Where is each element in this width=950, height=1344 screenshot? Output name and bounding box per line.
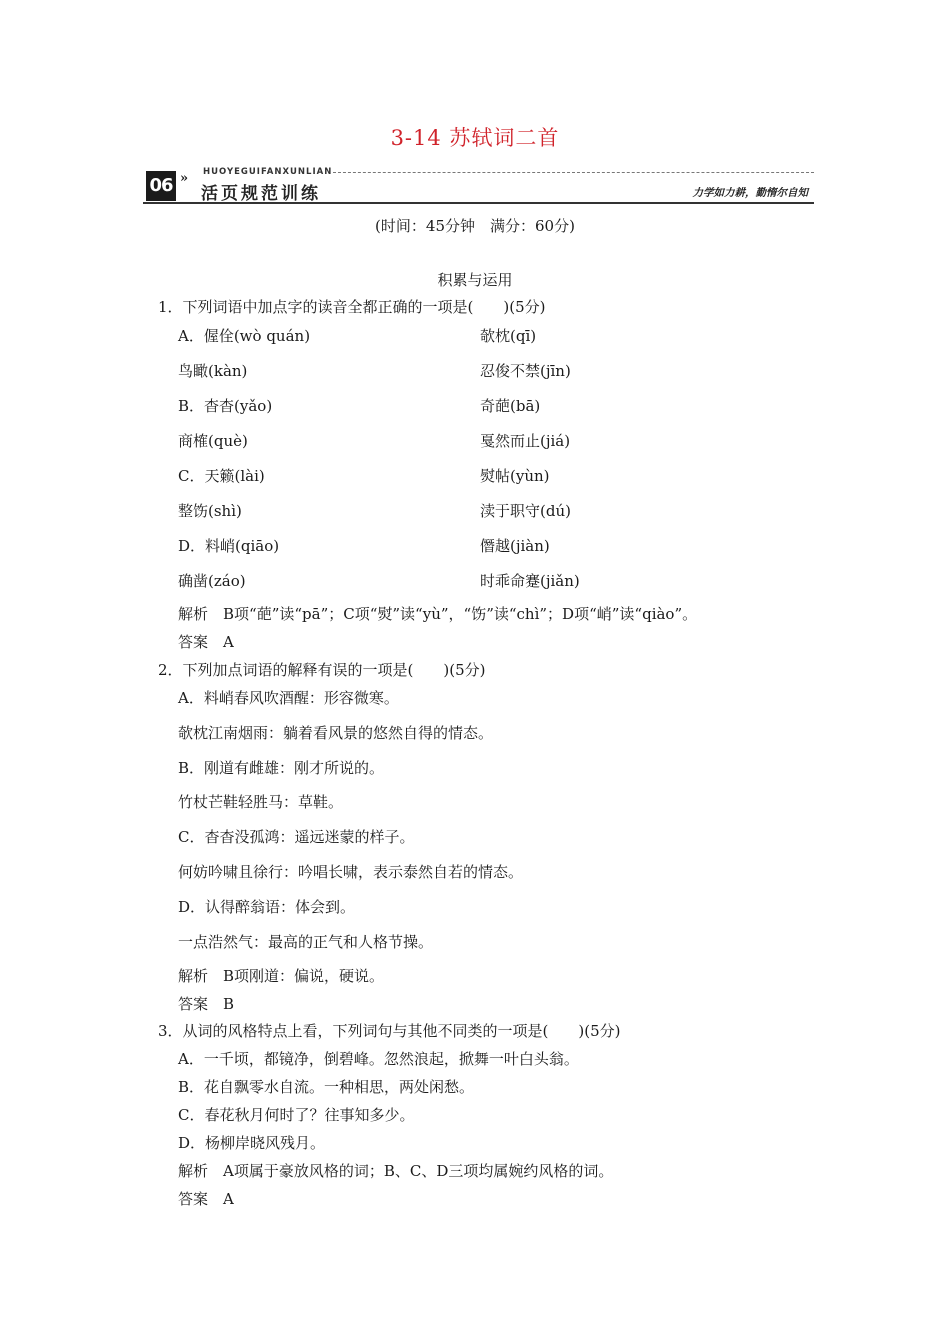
page-title: 3-14 苏轼词二首 bbox=[390, 126, 560, 150]
q2-answer: 答案 B bbox=[178, 995, 235, 1013]
q3-analysis: 解析 A项属于豪放风格的词；B、C、D三项均属婉约风格的词。 bbox=[178, 1162, 614, 1180]
q2-line-5: C．杳杳没孤鸿：遥远迷蒙的样子。 bbox=[178, 828, 415, 846]
q3-option-a: A．一千顷，都镜净，倒碧峰。忽然浪起，掀舞一叶白头翁。 bbox=[178, 1050, 579, 1068]
q1-option-b-4: 戛然而止(jiá) bbox=[480, 432, 571, 450]
q2-line-3: B．刚道有雌雄：刚才所说的。 bbox=[178, 759, 385, 777]
q1-option-c-2: 熨帖(yùn) bbox=[480, 467, 550, 485]
q2-line-2: 欹枕江南烟雨：躺着看风景的悠然自得的情态。 bbox=[178, 724, 494, 742]
q2-line-6: 何妨吟啸且徐行：吟唱长啸，表示泰然自若的情态。 bbox=[178, 863, 524, 881]
q1-option-c-3: 整饬(shì) bbox=[178, 502, 242, 520]
q1-option-d-4: 时乖命蹇(jiǎn) bbox=[480, 572, 580, 590]
q1-option-b-1: B．杳杳(yǎo) bbox=[178, 397, 273, 415]
q1-option-d-1: D．料峭(qiāo) bbox=[178, 537, 280, 555]
chevron-icon: » bbox=[180, 171, 189, 186]
dashed-divider bbox=[333, 172, 814, 173]
q1-option-a-4: 忍俊不禁(jīn) bbox=[480, 362, 571, 380]
time-info: (时间：45分钟 满分：60分) bbox=[375, 217, 575, 235]
banner-motto: 力学如力耕，勤惰尔自知 bbox=[692, 187, 808, 199]
q3-option-b: B．花自飘零水自流。一种相思，两处闲愁。 bbox=[178, 1078, 475, 1096]
q3-option-d: D．杨柳岸晓风残月。 bbox=[178, 1134, 326, 1152]
q1-stem: 1．下列词语中加点字的读音全都正确的一项是( )(5分) bbox=[158, 298, 546, 316]
banner-rule bbox=[143, 202, 814, 204]
section-heading: 积累与运用 bbox=[437, 271, 513, 289]
q2-analysis: 解析 B项刚道：偏说，硬说。 bbox=[178, 967, 385, 985]
q1-option-a-3: 鸟瞰(kàn) bbox=[178, 362, 248, 380]
q2-line-4: 竹杖芒鞋轻胜马：草鞋。 bbox=[178, 793, 344, 811]
q1-option-b-3: 商榷(què) bbox=[178, 432, 248, 450]
q2-stem: 2．下列加点词语的解释有误的一项是( )(5分) bbox=[158, 661, 486, 679]
q1-analysis: 解析 B项“葩”读“pā”；C项“熨”读“yù”，“饬”读“chì”；D项“峭”读“qiào”。 bbox=[178, 605, 698, 623]
section-number-badge: 06 bbox=[146, 171, 176, 201]
q2-line-7: D．认得醉翁语：体会到。 bbox=[178, 898, 356, 916]
q1-option-b-2: 奇葩(bā) bbox=[480, 397, 541, 415]
q1-option-a-2: 欹枕(qī) bbox=[480, 327, 537, 345]
q1-option-a-1: A．偓佺(wò quán) bbox=[178, 327, 311, 345]
q1-answer: 答案 A bbox=[178, 633, 234, 651]
q1-option-d-3: 确凿(záo) bbox=[178, 572, 246, 590]
banner-section-title: 活页规范训练 bbox=[201, 184, 321, 204]
banner-pinyin: HUOYEGUIFANXUNLIAN bbox=[203, 167, 333, 177]
q2-line-1: A．料峭春风吹酒醒：形容微寒。 bbox=[178, 689, 399, 707]
q3-option-c: C．春花秋月何时了？往事知多少。 bbox=[178, 1106, 415, 1124]
q3-stem: 3．从词的风格特点上看，下列词句与其他不同类的一项是( )(5分) bbox=[158, 1022, 621, 1040]
section-banner bbox=[143, 168, 814, 204]
q3-answer: 答案 A bbox=[178, 1190, 234, 1208]
q1-option-c-4: 渎于职守(dú) bbox=[480, 502, 571, 520]
q1-option-c-1: C．天籁(lài) bbox=[178, 467, 265, 485]
q2-line-8: 一点浩然气：最高的正气和人格节操。 bbox=[178, 933, 434, 951]
q1-option-d-2: 僭越(jiàn) bbox=[480, 537, 550, 555]
